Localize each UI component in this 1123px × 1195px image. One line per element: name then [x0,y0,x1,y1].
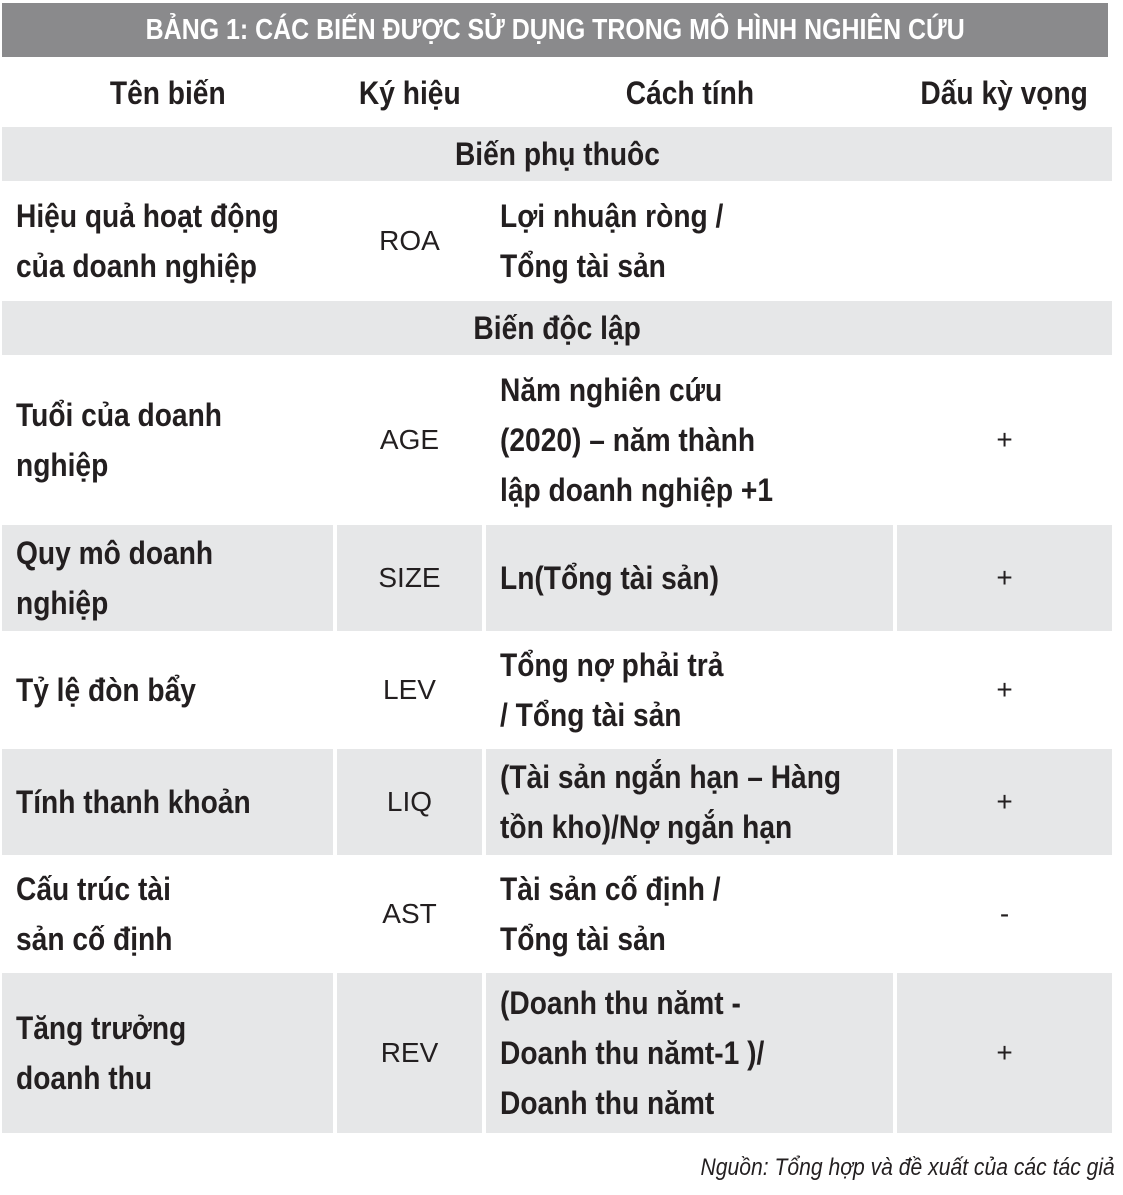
table-row-symbol: SIZE [337,525,482,631]
table-row-formula: Tài sản cố định / Tổng tài sản [486,859,893,969]
table-row-formula: Lợi nhuận ròng / Tổng tài sản [486,185,893,297]
table-row-symbol: REV [337,973,482,1133]
table-row-sign: + [897,359,1112,521]
table-row-symbol: LIQ [337,749,482,855]
table-row-name: Tăng trưởng doanh thu [2,973,333,1133]
header-formula: Cách tính [486,63,893,123]
table-title: BẢNG 1: CÁC BIẾN ĐƯỢC SỬ DỤNG TRONG MÔ HÌNH NGHIÊN CỨU [145,13,965,46]
section-dependent: Biến phụ thuôc [2,127,1112,181]
table-row-sign: + [897,525,1112,631]
header-sign: Dấu kỳ vọng [897,63,1112,123]
table-row-sign: + [897,749,1112,855]
table-row-sign: - [897,859,1112,969]
table-row-formula: Tổng nợ phải trả / Tổng tài sản [486,635,893,745]
table-row-name: Hiệu quả hoạt động của doanh nghiệp [2,185,333,297]
header-name: Tên biến [2,63,333,123]
table-row-sign: + [897,973,1112,1133]
table-row-sign [897,185,1112,297]
table-row-formula: (Tài sản ngắn hạn – Hàng tồn kho)/Nợ ngắn hạn [486,749,893,855]
table-row-formula: Năm nghiên cứu (2020) – năm thành lập doanh nghiệp +1 [486,359,893,521]
table-row-name: Cấu trúc tài sản cố định [2,859,333,969]
table-row-name: Tỷ lệ đòn bẩy [2,635,333,745]
table-row-formula: (Doanh thu nămt - Doanh thu nămt-1 )/ Doanh thu nămt [486,973,893,1133]
table-row-formula: Ln(Tổng tài sản) [486,525,893,631]
table-row-name: Tính thanh khoản [2,749,333,855]
table-row-symbol: LEV [337,635,482,745]
variables-table [2,63,1108,1133]
header-symbol: Ký hiệu [337,63,482,123]
table-row-symbol: ROA [337,185,482,297]
table-row-name: Quy mô doanh nghiệp [2,525,333,631]
table-row-symbol: AST [337,859,482,969]
section-independent: Biến độc lập [2,301,1112,355]
table-row-sign: + [897,635,1112,745]
source-note: Nguồn: Tổng hợp và đề xuất của các tác giả [700,1154,1115,1181]
table-title-bar [2,3,1108,57]
table-row-name: Tuổi của doanh nghiệp [2,359,333,521]
table-row-symbol: AGE [337,359,482,521]
